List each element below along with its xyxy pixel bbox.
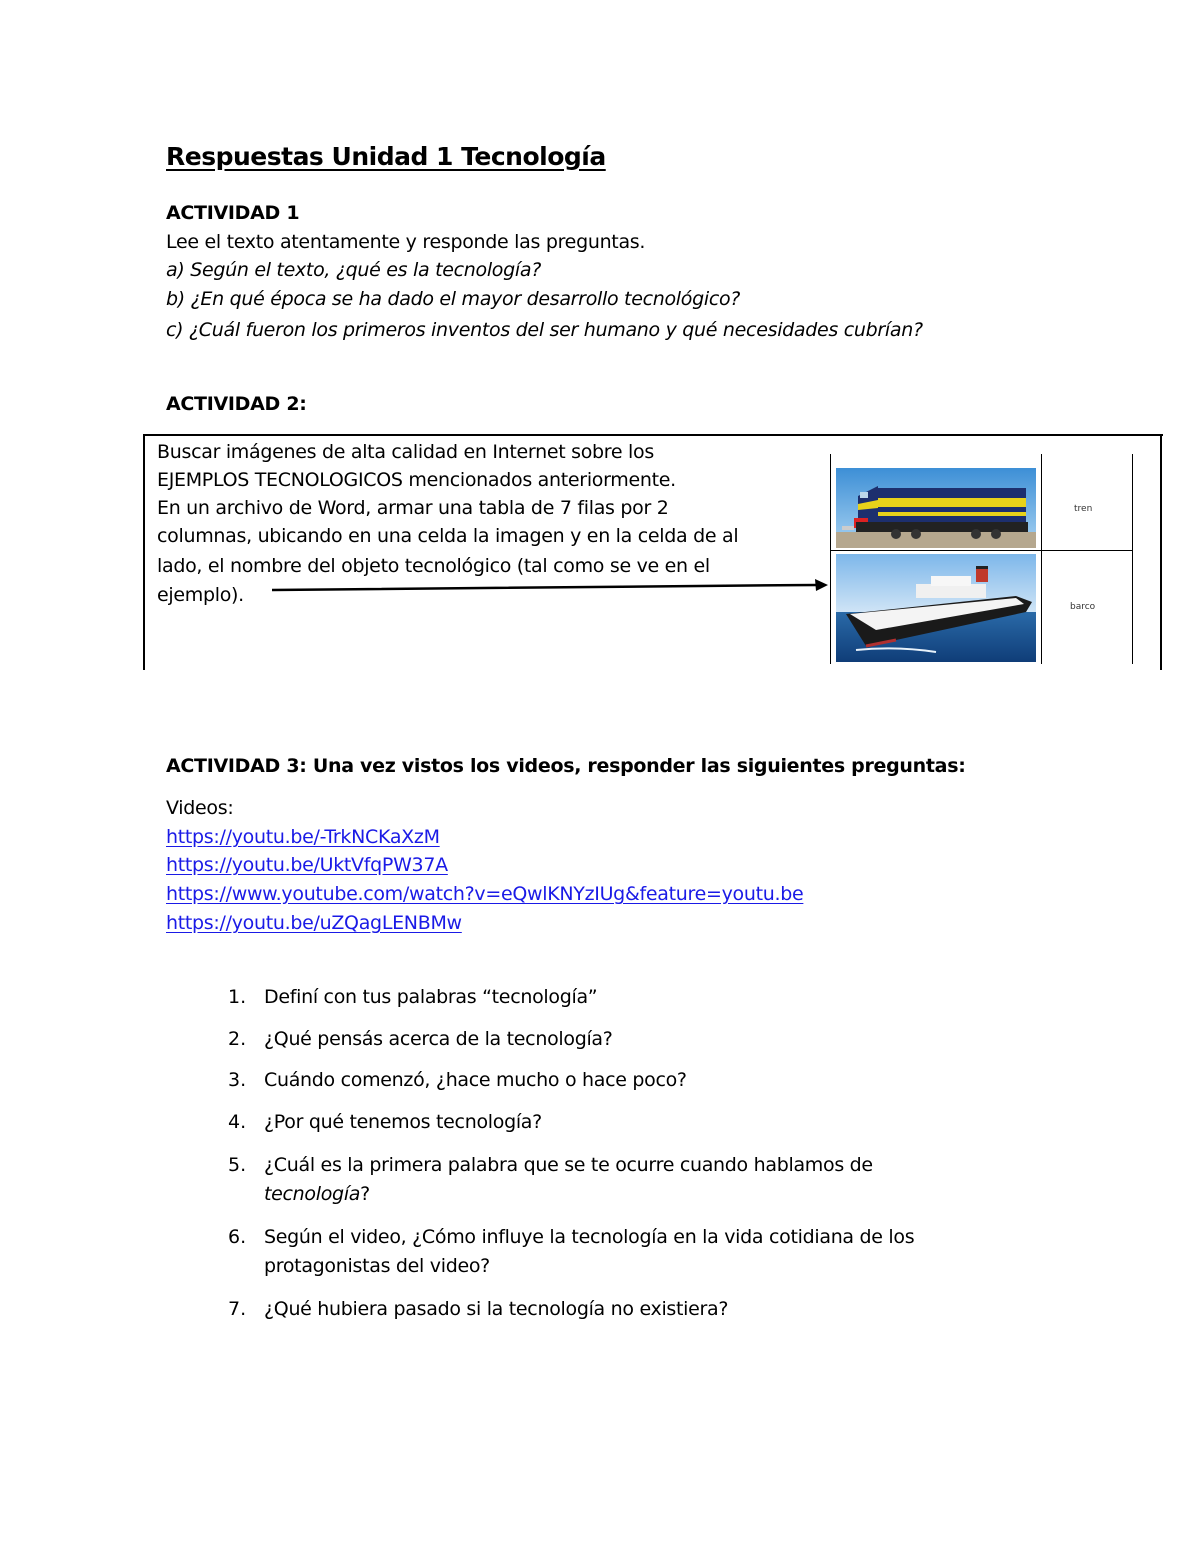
question-text: Cuándo comenzó, ¿hace mucho o hace poco? [264, 1069, 687, 1091]
activity1-question-c: c) ¿Cuál fueron los primeros inventos del ser humano y qué necesidades cubrían? [166, 319, 923, 341]
question-number: 2. [228, 1028, 247, 1050]
instruction-box-top-border [143, 434, 1163, 436]
question-text: ¿Qué pensás acerca de la tecnología? [264, 1028, 613, 1050]
instruction-box-left-border [143, 434, 145, 670]
instruction-line-1: Buscar imágenes de alta calidad en Internet sobre los [157, 441, 654, 463]
question-number: 5. [228, 1154, 247, 1176]
activity2-heading: ACTIVIDAD 2: [166, 393, 307, 415]
video-link-2[interactable]: https://youtu.be/UktVfqPW37A [166, 854, 448, 876]
question-text: Según el video, ¿Cómo influye la tecnología en la vida cotidiana de los protagonistas del video? [264, 1226, 915, 1277]
page-title: Respuestas Unidad 1 Tecnología [166, 142, 606, 171]
question-text: Definí con tus palabras “tecnología” [264, 986, 598, 1008]
instruction-line-3: En un archivo de Word, armar una tabla de 7 filas por 2 [157, 497, 669, 519]
instruction-line-2: EJEMPLOS TECNOLOGICOS mencionados anteriormente. [157, 469, 676, 491]
videos-label: Videos: [166, 797, 234, 819]
train-photo [836, 468, 1036, 548]
activity1-question-a: a) Según el texto, ¿qué es la tecnología? [166, 259, 542, 281]
activity1-intro: Lee el texto atentamente y responde las preguntas. [166, 231, 646, 253]
question-text-end: ? [360, 1183, 370, 1205]
activity3-heading-rest: Una vez vistos los videos, responder las siguientes preguntas: [306, 755, 966, 777]
activity1-question-b: b) ¿En qué época se ha dado el mayor desarrollo tecnológico? [166, 288, 741, 310]
video-link-1[interactable]: https://youtu.be/-TrkNCKaXzM [166, 826, 440, 848]
example-label-train: tren [1074, 504, 1093, 514]
question-text-main: ¿Cuál es la primera palabra que se te ocurre cuando hablamos de [264, 1154, 873, 1176]
question-text-italic: tecnología [264, 1183, 361, 1205]
instruction-line-4: columnas, ubicando en una celda la imagen y en la celda de al [157, 525, 739, 547]
question-text: ¿Qué hubiera pasado si la tecnología no existiera? [264, 1298, 729, 1320]
question-number: 6. [228, 1226, 247, 1248]
instruction-line-5: lado, el nombre del objeto tecnológico (tal como se ve en el [157, 555, 710, 577]
pointer-arrow-icon [270, 576, 830, 598]
example-label-ship: barco [1070, 602, 1096, 612]
question-number: 3. [228, 1069, 247, 1091]
video-link-4[interactable]: https://youtu.be/uZQagLENBMw [166, 912, 462, 934]
activity3-heading-label: ACTIVIDAD 3: [166, 755, 307, 777]
instruction-box-right-border [1160, 434, 1162, 670]
ship-photo [836, 554, 1036, 662]
example-table [830, 454, 1134, 664]
question-number: 1. [228, 986, 247, 1008]
question-text: ¿Por qué tenemos tecnología? [264, 1111, 542, 1133]
question-text [264, 1151, 954, 1209]
question-number: 4. [228, 1111, 247, 1133]
video-link-3[interactable]: https://www.youtube.com/watch?v=eQwlKNYzIUg&feature=youtu.be [166, 883, 804, 905]
activity3-heading [166, 751, 966, 781]
activity1-heading: ACTIVIDAD 1 [166, 202, 300, 224]
instruction-line-6: ejemplo). [157, 584, 244, 606]
question-number: 7. [228, 1298, 247, 1320]
